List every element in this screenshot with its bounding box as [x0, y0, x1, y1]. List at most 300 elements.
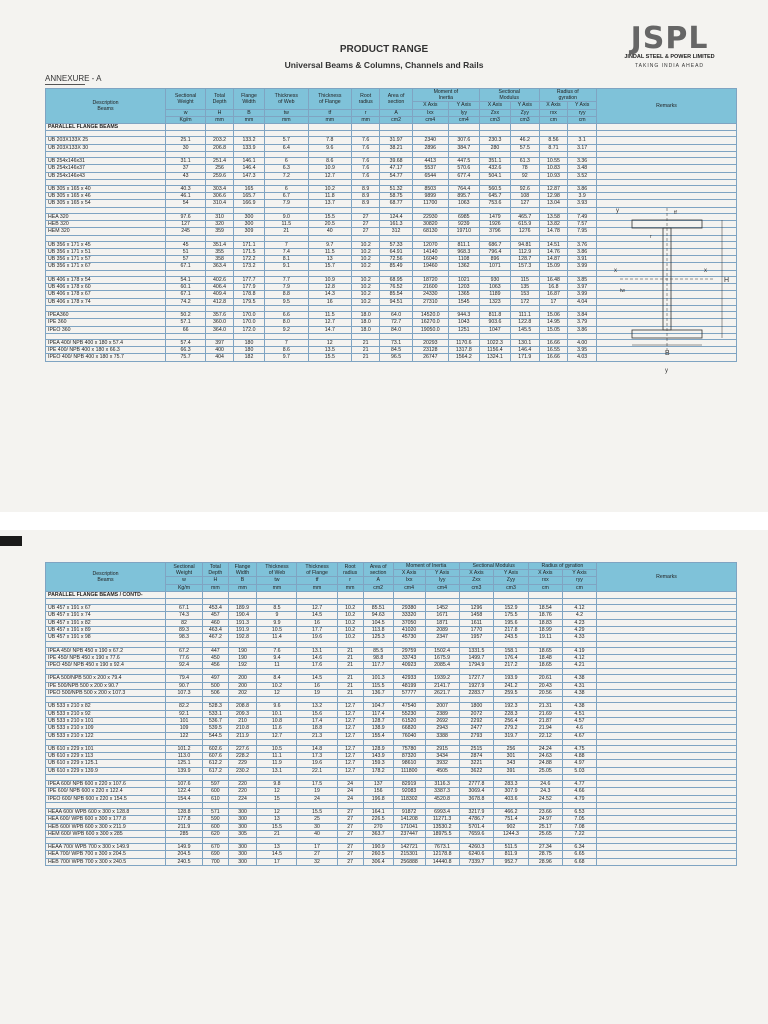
value-cell: 528.3: [203, 703, 229, 710]
beam-designation: IPEO 450/ NPB 450 x 190 x 92.4: [46, 662, 166, 669]
beam-designation: UB 305 x 165 x 54: [46, 200, 166, 207]
value-cell: 178.8: [233, 291, 264, 298]
value-cell: 10.2: [352, 291, 380, 298]
value-cell: 20.5: [308, 220, 351, 227]
value-cell: 1770: [459, 627, 494, 634]
value-cell: 312: [380, 228, 413, 235]
value-cell: 10.2: [308, 185, 351, 192]
value-cell: 172.0: [233, 326, 264, 333]
value-cell: 600: [203, 788, 229, 795]
table-row: [46, 654, 737, 661]
value-cell: 2515: [459, 745, 494, 752]
value-cell: 46.2: [511, 137, 540, 144]
value-cell: 3387.3: [425, 788, 459, 795]
empty-cell: [597, 591, 737, 598]
col-radius-of-gyration: [539, 89, 596, 102]
table-row: [46, 634, 737, 641]
value-cell: 310: [206, 213, 234, 220]
symbol-header: rxx: [539, 109, 568, 116]
value-cell: 24330: [412, 291, 448, 298]
value-cell: 2915: [425, 745, 459, 752]
table-row: [46, 690, 737, 697]
col-root-radius-line: Root: [360, 92, 372, 99]
value-cell: 190.4: [228, 612, 257, 619]
value-cell: 104.5: [363, 619, 393, 626]
value-cell: 3.17: [568, 144, 597, 151]
remarks-cell: [597, 612, 737, 619]
value-cell: 164.1: [363, 808, 393, 815]
value-cell: 24: [337, 795, 363, 802]
axis-header: X Axis: [528, 570, 562, 577]
value-cell: 9239: [448, 220, 479, 227]
remarks-cell: [597, 851, 737, 858]
value-cell: 66.3: [166, 347, 206, 354]
value-cell: 7.6: [257, 647, 297, 654]
value-cell: 226.5: [363, 816, 393, 823]
value-cell: 9.7: [265, 354, 308, 361]
table-row: [46, 717, 737, 724]
col-flange-width-line: Flange: [234, 563, 251, 570]
value-cell: 21.87: [528, 717, 562, 724]
value-cell: 171041: [393, 823, 425, 830]
value-cell: 21: [337, 675, 363, 682]
value-cell: 200: [228, 682, 257, 689]
value-cell: 179.5: [233, 298, 264, 305]
value-cell: 24.97: [528, 816, 562, 823]
value-cell: 27: [337, 816, 363, 823]
value-cell: 12.7: [337, 767, 363, 774]
value-cell: 74.2: [166, 298, 206, 305]
value-cell: 6.53: [562, 808, 596, 815]
value-cell: 13.5: [308, 347, 351, 354]
value-cell: 41020: [393, 627, 425, 634]
value-cell: 27: [352, 220, 380, 227]
annexure-underline: [45, 84, 85, 85]
empty-cell: [206, 124, 234, 131]
value-cell: 10.93: [539, 172, 568, 179]
value-cell: 6544: [412, 172, 448, 179]
value-cell: 12.7: [308, 172, 351, 179]
value-cell: 2943: [425, 725, 459, 732]
value-cell: 2621.7: [425, 690, 459, 697]
value-cell: 40: [308, 228, 351, 235]
value-cell: 19460: [412, 263, 448, 270]
beam-designation: UB 533 x 210 x 82: [46, 703, 166, 710]
value-cell: 1021: [448, 276, 479, 283]
table-row: [46, 193, 737, 200]
value-cell: 28.75: [528, 851, 562, 858]
col-thickness-web: [257, 563, 297, 577]
value-cell: 190: [228, 647, 257, 654]
value-cell: 27310: [412, 298, 448, 305]
empty-cell: [597, 124, 737, 131]
value-cell: 31.97: [380, 137, 413, 144]
value-cell: 122.8: [511, 319, 540, 326]
beams-header: Beams: [97, 576, 114, 583]
col-flange-width-line: Width: [235, 569, 250, 576]
value-cell: 902: [494, 823, 529, 830]
value-cell: 12.87: [539, 185, 568, 192]
product-table-2: [45, 562, 737, 866]
value-cell: 409.4: [206, 291, 234, 298]
value-cell: 87320: [393, 753, 425, 760]
value-cell: 10.2: [337, 619, 363, 626]
value-cell: 9.4: [257, 654, 297, 661]
unit-header: Kg/m: [166, 116, 206, 123]
table-row: [46, 619, 737, 626]
value-cell: 18.54: [528, 605, 562, 612]
empty-cell: [562, 591, 596, 598]
value-cell: 146.4: [233, 165, 264, 172]
value-cell: 9.6: [257, 703, 297, 710]
beam-designation: UB 305 x 165 x 40: [46, 185, 166, 192]
col-radius-of-gyration-line: Radius of: [556, 89, 579, 95]
value-cell: 21: [337, 647, 363, 654]
value-cell: 203.2: [206, 137, 234, 144]
value-cell: 645.7: [479, 193, 510, 200]
beam-designation: UB 406 x 178 x 74: [46, 298, 166, 305]
value-cell: 300: [228, 844, 257, 851]
remarks-cell: [597, 605, 737, 612]
value-cell: 171.9: [511, 354, 540, 361]
axis-header: X Axis: [393, 570, 425, 577]
annexure-label: ANNEXURE - A: [45, 74, 102, 83]
value-cell: 21600: [412, 284, 448, 291]
value-cell: 300: [228, 823, 257, 830]
value-cell: 22.12: [528, 732, 562, 739]
remarks-cell: [597, 647, 737, 654]
value-cell: 251.4: [206, 157, 234, 164]
col-moment-of-inertia: Moment of Inertia: [393, 563, 459, 570]
value-cell: 18975.5: [425, 830, 459, 837]
value-cell: 21: [337, 662, 363, 669]
value-cell: 3.86: [568, 248, 597, 255]
value-cell: 4.88: [562, 753, 596, 760]
beam-designation: UB 356 x 171 x 45: [46, 241, 166, 248]
remarks-cell: [597, 703, 737, 710]
col-flange-width-line: Width: [242, 98, 256, 105]
value-cell: 5.7: [265, 137, 308, 144]
value-cell: 31.1: [166, 157, 206, 164]
value-cell: 15.06: [539, 311, 568, 318]
diagram-label-r: r: [650, 234, 652, 240]
value-cell: 15: [257, 795, 297, 802]
value-cell: 193.9: [494, 675, 529, 682]
value-cell: 7.57: [568, 220, 597, 227]
value-cell: 20.61: [528, 675, 562, 682]
value-cell: 16: [297, 682, 337, 689]
remarks-cell: [597, 165, 737, 172]
value-cell: 20.56: [528, 690, 562, 697]
value-cell: 1611: [459, 619, 494, 626]
value-cell: 4.6: [562, 725, 596, 732]
value-cell: 2072: [459, 710, 494, 717]
value-cell: 6993.4: [425, 808, 459, 815]
value-cell: 590: [203, 816, 229, 823]
value-cell: 4.21: [562, 662, 596, 669]
axis-header: Y Axis: [494, 570, 529, 577]
col-thickness-web: [265, 89, 308, 110]
beam-designation: UB 356 x 171 x 67: [46, 263, 166, 270]
beam-designation: UB 457 x 191 x 67: [46, 605, 166, 612]
value-cell: 85.51: [363, 605, 393, 612]
empty-cell: [166, 591, 203, 598]
value-cell: 11.5: [308, 248, 351, 255]
empty-cell: [539, 124, 568, 131]
value-cell: 3.79: [568, 319, 597, 326]
value-cell: 125.1: [166, 760, 203, 767]
value-cell: 1794.9: [459, 662, 494, 669]
empty-cell: [352, 124, 380, 131]
empty-cell: [265, 124, 308, 131]
value-cell: 8.5: [257, 605, 297, 612]
value-cell: 700: [203, 858, 229, 865]
value-cell: 92.1: [166, 710, 203, 717]
value-cell: 620: [203, 830, 229, 837]
diagram-label-tw: tw: [620, 288, 625, 294]
value-cell: 686.7: [479, 241, 510, 248]
value-cell: 615.9: [511, 220, 540, 227]
table-row: [46, 137, 737, 144]
value-cell: 18720: [412, 276, 448, 283]
value-cell: 14.51: [539, 241, 568, 248]
value-cell: 2292: [459, 717, 494, 724]
beam-designation: UB 254x146x31: [46, 157, 166, 164]
value-cell: 64.0: [380, 311, 413, 318]
value-cell: 27: [337, 858, 363, 865]
empty-cell: [363, 591, 393, 598]
value-cell: 301: [494, 753, 529, 760]
value-cell: 359: [206, 228, 234, 235]
value-cell: 600: [203, 823, 229, 830]
value-cell: 84.0: [380, 326, 413, 333]
value-cell: 111.1: [511, 311, 540, 318]
value-cell: 19.6: [297, 634, 337, 641]
value-cell: 101.3: [363, 675, 393, 682]
axis-header: Y Axis: [425, 570, 459, 577]
beam-designation: UB 305 x 165 x 46: [46, 193, 166, 200]
col-radius-of-gyration-line: gyration: [558, 95, 578, 102]
value-cell: 12.7: [337, 725, 363, 732]
col-sectional-modulus-line: Sectional: [498, 89, 520, 95]
symbol-header: tw: [257, 577, 297, 584]
value-cell: 4.79: [562, 795, 596, 802]
value-cell: 285: [166, 830, 203, 837]
value-cell: 7.2: [265, 172, 308, 179]
col-root-radius: [352, 89, 380, 110]
table-row: [46, 844, 737, 851]
value-cell: 22930: [412, 213, 448, 220]
value-cell: 192: [228, 662, 257, 669]
value-cell: 4520.8: [425, 795, 459, 802]
value-cell: 1939.2: [425, 675, 459, 682]
value-cell: 24: [297, 795, 337, 802]
value-cell: 109: [166, 725, 203, 732]
value-cell: 1362: [448, 263, 479, 270]
value-cell: 90.7: [166, 682, 203, 689]
value-cell: 27: [337, 844, 363, 851]
empty-cell: [233, 124, 264, 131]
value-cell: 2777.8: [459, 781, 494, 788]
value-cell: 539.5: [203, 725, 229, 732]
value-cell: 171.5: [233, 248, 264, 255]
value-cell: 753.6: [479, 200, 510, 207]
value-cell: 245: [166, 228, 206, 235]
value-cell: 27: [337, 823, 363, 830]
value-cell: 113.0: [166, 753, 203, 760]
col-root-radius-line: radius: [343, 569, 358, 576]
value-cell: 13530.2: [425, 823, 459, 830]
col-sectional-weight: [166, 89, 206, 110]
value-cell: 208.8: [228, 703, 257, 710]
value-cell: 220: [228, 781, 257, 788]
value-cell: 166.9: [233, 200, 264, 207]
value-cell: 19: [297, 788, 337, 795]
value-cell: 57777: [393, 690, 425, 697]
table-row: [46, 823, 737, 830]
remarks-cell: [597, 781, 737, 788]
value-cell: 57: [166, 256, 206, 263]
value-cell: 12: [257, 788, 297, 795]
value-cell: 3217.9: [459, 808, 494, 815]
beam-designation: UB 610 x 229 x 139.9: [46, 767, 166, 774]
value-cell: 1957: [459, 634, 494, 641]
empty-cell: [425, 591, 459, 598]
value-cell: 16.55: [539, 347, 568, 354]
beam-designation: IPE 450/ NPB 450 x 190 x 77.6: [46, 654, 166, 661]
value-cell: 23.66: [528, 808, 562, 815]
value-cell: 57.33: [380, 241, 413, 248]
value-cell: 14520.0: [412, 311, 448, 318]
beam-designation: IPE 500/NPB 500 x 200 x 90.7: [46, 682, 166, 689]
value-cell: 4.38: [562, 690, 596, 697]
value-cell: 68.95: [380, 276, 413, 283]
value-cell: 3678.8: [459, 795, 494, 802]
value-cell: 4260.3: [459, 844, 494, 851]
value-cell: 300: [233, 213, 264, 220]
unit-header: mm: [297, 584, 337, 591]
value-cell: 192.3: [494, 703, 529, 710]
value-cell: 224: [228, 795, 257, 802]
value-cell: 8.4: [257, 675, 297, 682]
value-cell: 1324.1: [479, 354, 510, 361]
value-cell: 602.6: [203, 745, 229, 752]
value-cell: 13.04: [539, 200, 568, 207]
value-cell: 39.68: [380, 157, 413, 164]
value-cell: 9: [257, 612, 297, 619]
value-cell: 612.2: [203, 760, 229, 767]
value-cell: 211.9: [228, 732, 257, 739]
value-cell: 18.0: [352, 326, 380, 333]
table-row: [46, 627, 737, 634]
value-cell: 8.0: [265, 319, 308, 326]
value-cell: 4.38: [562, 675, 596, 682]
col-thickness-web-line: of Web: [268, 569, 286, 576]
value-cell: 12070: [412, 241, 448, 248]
value-cell: 50.2: [166, 311, 206, 318]
table-row: [46, 781, 737, 788]
diagram-label-x-left: x: [614, 268, 617, 274]
value-cell: 57.1: [166, 319, 206, 326]
value-cell: 133.9: [233, 144, 264, 151]
symbol-header: B: [233, 109, 264, 116]
value-cell: 173.2: [233, 263, 264, 270]
jspl-logo: [597, 21, 742, 69]
section-caption: PARALLEL FLANGE BEAMS: [46, 124, 166, 131]
table-row: [46, 816, 737, 823]
col-sectional-weight-line: Weight: [175, 569, 193, 576]
value-cell: 8.9: [352, 185, 380, 192]
unit-header: cm2: [363, 584, 393, 591]
value-cell: 7339.7: [459, 858, 494, 865]
value-cell: 58.75: [380, 193, 413, 200]
value-cell: 7: [265, 339, 308, 346]
value-cell: 447.5: [448, 157, 479, 164]
value-cell: 18.83: [528, 619, 562, 626]
value-cell: 33320: [393, 612, 425, 619]
unit-header: cm3: [494, 584, 529, 591]
value-cell: 21: [352, 354, 380, 361]
value-cell: 237447: [393, 830, 425, 837]
value-cell: 3.52: [568, 172, 597, 179]
beam-designation: UB 610 x 229 x 101: [46, 745, 166, 752]
symbol-header: Zxx: [479, 109, 510, 116]
value-cell: 54: [166, 200, 206, 207]
table-row: [46, 725, 737, 732]
value-cell: 3.86: [568, 326, 597, 333]
value-cell: 24: [337, 781, 363, 788]
beam-designation: IPEO 400/ NPB 400 x 180 x 75.7: [46, 354, 166, 361]
value-cell: 18.0: [352, 319, 380, 326]
value-cell: 533.1: [203, 710, 229, 717]
value-cell: 3434: [425, 753, 459, 760]
remarks-cell: [597, 172, 737, 179]
value-cell: 13: [257, 844, 297, 851]
value-cell: 6240.6: [459, 851, 494, 858]
value-cell: 504.1: [479, 172, 510, 179]
value-cell: 18.65: [528, 662, 562, 669]
col-total-depth-line: Depth: [212, 98, 227, 105]
value-cell: 170.0: [233, 311, 264, 318]
value-cell: 4.19: [562, 647, 596, 654]
value-cell: 43: [166, 172, 206, 179]
value-cell: 12.7: [337, 717, 363, 724]
page-corner-mark: [0, 536, 22, 546]
value-cell: 40: [297, 830, 337, 837]
col-remarks: Remarks: [597, 563, 737, 592]
diagram-label-h: H: [724, 277, 730, 284]
value-cell: 12178.8: [425, 851, 459, 858]
value-cell: 1251: [448, 326, 479, 333]
col-sectional-weight: [166, 563, 203, 577]
value-cell: 66: [166, 326, 206, 333]
value-cell: 1170.6: [448, 339, 479, 346]
logo-company: JINDAL STEEL & POWER LIMITED: [624, 54, 715, 60]
value-cell: 4.57: [562, 717, 596, 724]
beam-designation: HEAA 700/ WPB 700 x 300 x 149.9: [46, 844, 166, 851]
beam-designation: UB 457 x 191 x 98: [46, 634, 166, 641]
value-cell: 98.8: [363, 654, 393, 661]
value-cell: 19710: [448, 228, 479, 235]
col-thickness-flange-line: of Flange: [318, 98, 341, 105]
remarks-cell: [597, 710, 737, 717]
beam-designation: UB 406 x 178 x 67: [46, 291, 166, 298]
value-cell: 14.7: [308, 326, 351, 333]
value-cell: 16040: [412, 256, 448, 263]
value-cell: 1156.4: [479, 347, 510, 354]
value-cell: 229: [228, 760, 257, 767]
value-cell: 101.2: [166, 745, 203, 752]
